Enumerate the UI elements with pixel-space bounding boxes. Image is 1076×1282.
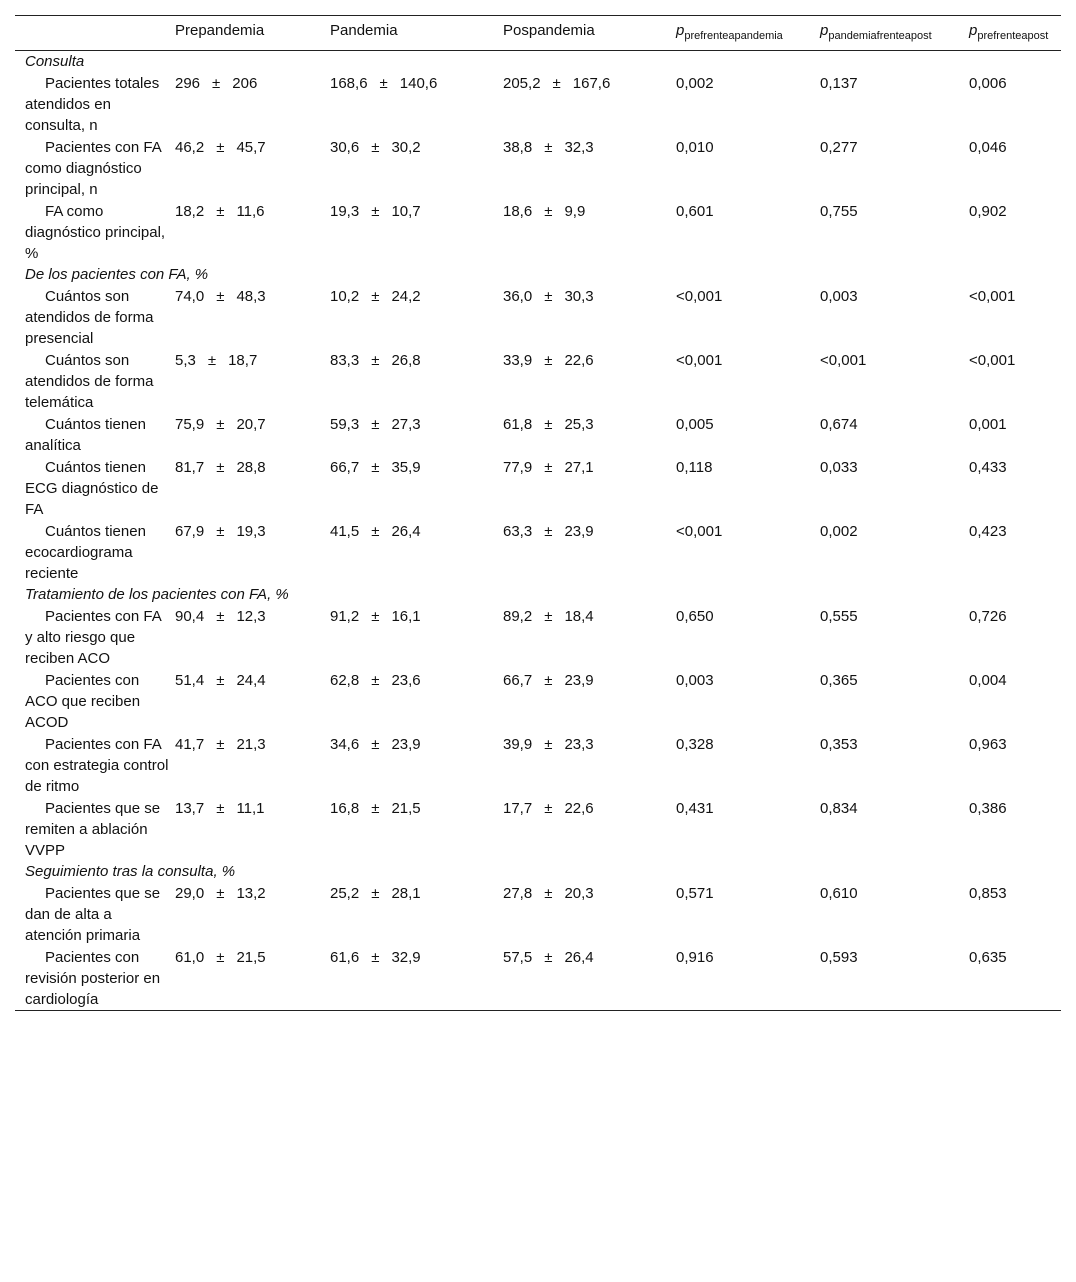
- sd-value: 35,9: [391, 459, 421, 476]
- mean-value: 90,4: [175, 608, 205, 625]
- p-subscript: pandemiafrenteapost: [828, 30, 932, 42]
- sd-value: 16,1: [391, 608, 421, 625]
- mean-value: 57,5: [503, 949, 533, 966]
- plus-minus-sign: ±: [544, 800, 553, 817]
- row-label: Pacientes que se remiten a ablación VVPP: [25, 800, 161, 859]
- cell-pandemia: [330, 285, 503, 349]
- cell-p-pre-vs-post: 0,726: [969, 608, 1007, 625]
- mean-value: 46,2: [175, 139, 205, 156]
- table-row: [15, 285, 1061, 349]
- cell-pandemia: [330, 882, 503, 946]
- plus-minus-sign: ±: [371, 459, 380, 476]
- mean-value: 38,8: [503, 139, 533, 156]
- table-row: [15, 456, 1061, 520]
- header-pospandemia: Pospandemia: [503, 22, 595, 39]
- cell-p-pre-vs-pandemia: 0,010: [676, 139, 714, 156]
- sd-value: 28,1: [391, 885, 421, 902]
- sd-value: 11,6: [236, 203, 265, 220]
- sd-value: 30,2: [391, 139, 421, 156]
- cell-pospandemia: [503, 456, 676, 520]
- sd-value: 23,9: [564, 523, 594, 540]
- mean-value: 205,2: [503, 75, 541, 92]
- plus-minus-sign: ±: [544, 352, 553, 369]
- plus-minus-sign: ±: [216, 949, 225, 966]
- plus-minus-sign: ±: [544, 949, 553, 966]
- cell-p-pre-vs-post: 0,006: [969, 75, 1007, 92]
- header-p-pre-vs-pandemia: [676, 16, 820, 51]
- plus-minus-sign: ±: [371, 608, 380, 625]
- mean-value: 25,2: [330, 885, 360, 902]
- cell-p-pre-vs-pandemia: 0,328: [676, 736, 714, 753]
- sd-value: 23,3: [564, 736, 594, 753]
- cell-prepandemia: [175, 882, 330, 946]
- plus-minus-sign: ±: [544, 459, 553, 476]
- plus-minus-sign: ±: [216, 736, 225, 753]
- mean-value: 168,6: [330, 75, 368, 92]
- sd-value: 20,7: [236, 416, 266, 433]
- sd-value: 12,3: [236, 608, 266, 625]
- cell-p-pre-vs-pandemia: 0,003: [676, 672, 714, 689]
- row-label: Pacientes con ACO que reciben ACOD: [25, 672, 141, 731]
- table-row: [15, 349, 1061, 413]
- cell-p-pre-vs-post: 0,046: [969, 139, 1007, 156]
- plus-minus-sign: ±: [216, 459, 225, 476]
- cell-pospandemia: [503, 946, 676, 1011]
- header-p-pandemia-vs-post: [820, 16, 969, 51]
- mean-value: 77,9: [503, 459, 533, 476]
- mean-value: 83,3: [330, 352, 360, 369]
- sd-value: 206: [232, 75, 258, 92]
- plus-minus-sign: ±: [544, 288, 553, 305]
- cell-p-pre-vs-pandemia: 0,650: [676, 608, 714, 625]
- sd-value: 28,8: [236, 459, 266, 476]
- mean-value: 18,2: [175, 203, 205, 220]
- cell-pandemia: [330, 946, 503, 1011]
- cell-prepandemia: [175, 72, 330, 136]
- mean-value: 19,3: [330, 203, 360, 220]
- cell-pandemia: [330, 669, 503, 733]
- cell-p-pre-vs-pandemia: 0,916: [676, 949, 714, 966]
- mean-value: 36,0: [503, 288, 533, 305]
- cell-p-pre-vs-pandemia: 0,118: [676, 459, 713, 476]
- sd-value: 18,7: [228, 352, 258, 369]
- plus-minus-sign: ±: [216, 608, 225, 625]
- plus-minus-sign: ±: [371, 885, 380, 902]
- sd-value: 13,2: [236, 885, 266, 902]
- cell-p-pre-vs-pandemia: <0,001: [676, 352, 723, 369]
- cell-pospandemia: [503, 669, 676, 733]
- sd-value: 32,3: [564, 139, 594, 156]
- sd-value: 10,7: [391, 203, 421, 220]
- cell-pandemia: [330, 520, 503, 584]
- mean-value: 16,8: [330, 800, 360, 817]
- cell-pospandemia: [503, 72, 676, 136]
- table-header: [15, 16, 1061, 51]
- cell-p-pre-vs-post: 0,001: [969, 416, 1007, 433]
- mean-value: 33,9: [503, 352, 533, 369]
- mean-value: 66,7: [503, 672, 533, 689]
- plus-minus-sign: ±: [379, 75, 388, 92]
- cell-pandemia: [330, 136, 503, 200]
- cell-p-pre-vs-pandemia: 0,571: [676, 885, 714, 902]
- cell-p-pandemia-vs-post: 0,277: [820, 139, 858, 156]
- cell-p-pandemia-vs-post: 0,137: [820, 75, 858, 92]
- cell-p-pre-vs-pandemia: 0,005: [676, 416, 714, 433]
- mean-value: 91,2: [330, 608, 360, 625]
- mean-value: 61,8: [503, 416, 533, 433]
- cell-p-pre-vs-post: 0,963: [969, 736, 1007, 753]
- header-label-column: [15, 16, 175, 51]
- section-title: Seguimiento tras la consulta, %: [25, 863, 236, 880]
- cell-pandemia: [330, 605, 503, 669]
- cell-prepandemia: [175, 520, 330, 584]
- cell-p-pre-vs-post: 0,004: [969, 672, 1007, 689]
- cell-p-pandemia-vs-post: <0,001: [820, 352, 867, 369]
- cell-p-pandemia-vs-post: 0,610: [820, 885, 858, 902]
- table-row: [15, 72, 1061, 136]
- mean-value: 62,8: [330, 672, 360, 689]
- mean-value: 89,2: [503, 608, 533, 625]
- plus-minus-sign: ±: [544, 885, 553, 902]
- mean-value: 17,7: [503, 800, 533, 817]
- cell-p-pre-vs-post: 0,386: [969, 800, 1007, 817]
- mean-value: 59,3: [330, 416, 360, 433]
- cell-p-pandemia-vs-post: 0,033: [820, 459, 858, 476]
- cell-prepandemia: [175, 349, 330, 413]
- p-symbol: p: [969, 22, 978, 39]
- cell-pospandemia: [503, 605, 676, 669]
- cell-p-pre-vs-post: 0,423: [969, 523, 1007, 540]
- table-row: [15, 520, 1061, 584]
- row-label: Pacientes con revisión posterior en cardiología: [25, 949, 161, 1008]
- cell-p-pandemia-vs-post: 0,755: [820, 203, 858, 220]
- plus-minus-sign: ±: [216, 523, 225, 540]
- cell-p-pre-vs-pandemia: <0,001: [676, 288, 723, 305]
- cell-prepandemia: [175, 200, 330, 264]
- cell-pospandemia: [503, 797, 676, 861]
- plus-minus-sign: ±: [544, 523, 553, 540]
- cell-prepandemia: [175, 946, 330, 1011]
- section-title: Consulta: [25, 53, 85, 70]
- plus-minus-sign: ±: [544, 672, 553, 689]
- cell-p-pre-vs-post: 0,433: [969, 459, 1007, 476]
- p-symbol: p: [676, 22, 685, 39]
- sd-value: 23,9: [391, 736, 421, 753]
- plus-minus-sign: ±: [371, 139, 380, 156]
- cell-pospandemia: [503, 733, 676, 797]
- mean-value: 74,0: [175, 288, 205, 305]
- results-table: [15, 15, 1061, 1011]
- mean-value: 10,2: [330, 288, 360, 305]
- cell-p-pre-vs-pandemia: 0,601: [676, 203, 714, 220]
- sd-value: 26,8: [391, 352, 421, 369]
- sd-value: 26,4: [564, 949, 594, 966]
- section-row: [15, 51, 1061, 73]
- sd-value: 20,3: [564, 885, 594, 902]
- cell-prepandemia: [175, 456, 330, 520]
- sd-value: 25,3: [564, 416, 594, 433]
- cell-pandemia: [330, 456, 503, 520]
- plus-minus-sign: ±: [371, 416, 380, 433]
- mean-value: 41,5: [330, 523, 360, 540]
- section-row: [15, 861, 1061, 882]
- table-row: [15, 669, 1061, 733]
- mean-value: 67,9: [175, 523, 205, 540]
- row-label: Pacientes que se dan de alta a atención primaria: [25, 885, 161, 944]
- mean-value: 61,0: [175, 949, 205, 966]
- p-symbol: p: [820, 22, 829, 39]
- cell-p-pre-vs-pandemia: 0,002: [676, 75, 714, 92]
- cell-prepandemia: [175, 797, 330, 861]
- cell-pandemia: [330, 413, 503, 456]
- p-subscript: prefrenteapost: [977, 30, 1049, 42]
- sd-value: 27,1: [564, 459, 594, 476]
- cell-pospandemia: [503, 520, 676, 584]
- mean-value: 18,6: [503, 203, 533, 220]
- plus-minus-sign: ±: [544, 416, 553, 433]
- mean-value: 51,4: [175, 672, 205, 689]
- section-title: De los pacientes con FA, %: [25, 266, 209, 283]
- plus-minus-sign: ±: [371, 352, 380, 369]
- plus-minus-sign: ±: [216, 203, 225, 220]
- sd-value: 11,1: [236, 800, 265, 817]
- cell-p-pre-vs-pandemia: <0,001: [676, 523, 723, 540]
- sd-value: 21,5: [391, 800, 421, 817]
- cell-p-pandemia-vs-post: 0,003: [820, 288, 858, 305]
- cell-prepandemia: [175, 413, 330, 456]
- header-prepandemia: Prepandemia: [175, 22, 265, 39]
- table-row: [15, 797, 1061, 861]
- sd-value: 24,4: [236, 672, 266, 689]
- table-row: [15, 605, 1061, 669]
- plus-minus-sign: ±: [371, 949, 380, 966]
- plus-minus-sign: ±: [371, 672, 380, 689]
- cell-prepandemia: [175, 605, 330, 669]
- mean-value: 29,0: [175, 885, 205, 902]
- sd-value: 27,3: [391, 416, 421, 433]
- plus-minus-sign: ±: [552, 75, 561, 92]
- plus-minus-sign: ±: [371, 736, 380, 753]
- row-label: Cuántos son atendidos de forma telemática: [25, 352, 154, 411]
- cell-p-pandemia-vs-post: 0,593: [820, 949, 858, 966]
- mean-value: 13,7: [175, 800, 205, 817]
- plus-minus-sign: ±: [207, 352, 217, 369]
- sd-value: 167,6: [572, 75, 611, 92]
- cell-p-pandemia-vs-post: 0,834: [820, 800, 858, 817]
- mean-value: 34,6: [330, 736, 360, 753]
- cell-p-pre-vs-post: 0,635: [969, 949, 1007, 966]
- plus-minus-sign: ±: [371, 523, 380, 540]
- row-label: FA como diagnóstico principal, %: [25, 203, 166, 262]
- cell-p-pandemia-vs-post: 0,353: [820, 736, 858, 753]
- sd-value: 26,4: [391, 523, 421, 540]
- sd-value: 19,3: [236, 523, 266, 540]
- cell-pospandemia: [503, 136, 676, 200]
- cell-pospandemia: [503, 200, 676, 264]
- cell-p-pre-vs-post: 0,853: [969, 885, 1007, 902]
- cell-p-pandemia-vs-post: 0,555: [820, 608, 858, 625]
- row-label: Cuántos tienen analítica: [25, 416, 146, 454]
- header-row: [15, 16, 1061, 51]
- sd-value: 21,3: [236, 736, 266, 753]
- sd-value: 22,6: [564, 800, 594, 817]
- mean-value: 39,9: [503, 736, 533, 753]
- cell-pandemia: [330, 733, 503, 797]
- cell-prepandemia: [175, 136, 330, 200]
- plus-minus-sign: ±: [544, 608, 553, 625]
- sd-value: 22,6: [564, 352, 594, 369]
- cell-pospandemia: [503, 285, 676, 349]
- cell-prepandemia: [175, 669, 330, 733]
- row-label: Pacientes con FA y alto riesgo que reciben ACO: [25, 608, 161, 667]
- cell-prepandemia: [175, 285, 330, 349]
- plus-minus-sign: ±: [212, 75, 221, 92]
- table-row: [15, 733, 1061, 797]
- cell-p-pre-vs-post: <0,001: [969, 288, 1016, 305]
- mean-value: 41,7: [175, 736, 205, 753]
- table-row: [15, 946, 1061, 1011]
- cell-pospandemia: [503, 349, 676, 413]
- mean-value: 30,6: [330, 139, 360, 156]
- row-label: Pacientes con FA con estrategia control de ritmo: [25, 736, 169, 795]
- mean-value: 27,8: [503, 885, 533, 902]
- table-row: [15, 200, 1061, 264]
- sd-value: 23,9: [564, 672, 594, 689]
- plus-minus-sign: ±: [544, 203, 553, 220]
- section-title: Tratamiento de los pacientes con FA, %: [25, 586, 289, 603]
- mean-value: 5,3: [175, 352, 196, 369]
- mean-value: 296: [175, 75, 201, 92]
- sd-value: 32,9: [391, 949, 421, 966]
- cell-p-pre-vs-pandemia: 0,431: [676, 800, 714, 817]
- sd-value: 21,5: [236, 949, 266, 966]
- table-body: [15, 51, 1061, 1011]
- sd-value: 45,7: [236, 139, 266, 156]
- row-label: Cuántos tienen ECG diagnóstico de FA: [25, 459, 159, 518]
- cell-pospandemia: [503, 413, 676, 456]
- row-label: Pacientes con FA como diagnóstico principal, n: [25, 139, 161, 198]
- row-label: Cuántos tienen ecocardiograma reciente: [25, 523, 146, 582]
- cell-p-pre-vs-post: <0,001: [969, 352, 1016, 369]
- mean-value: 75,9: [175, 416, 205, 433]
- header-p-pre-vs-post: [969, 16, 1061, 51]
- sd-value: 9,9: [564, 203, 586, 220]
- sd-value: 30,3: [564, 288, 594, 305]
- table-row: [15, 882, 1061, 946]
- plus-minus-sign: ±: [371, 203, 380, 220]
- plus-minus-sign: ±: [216, 139, 225, 156]
- cell-pandemia: [330, 72, 503, 136]
- plus-minus-sign: ±: [216, 800, 225, 817]
- cell-p-pandemia-vs-post: 0,002: [820, 523, 858, 540]
- cell-pospandemia: [503, 882, 676, 946]
- section-row: [15, 264, 1061, 285]
- mean-value: 66,7: [330, 459, 360, 476]
- mean-value: 61,6: [330, 949, 360, 966]
- results-table-container: [15, 15, 1061, 1011]
- table-row: [15, 136, 1061, 200]
- header-pandemia: Pandemia: [330, 22, 398, 39]
- plus-minus-sign: ±: [216, 288, 225, 305]
- cell-p-pre-vs-post: 0,902: [969, 203, 1007, 220]
- sd-value: 23,6: [391, 672, 421, 689]
- sd-value: 18,4: [564, 608, 594, 625]
- section-row: [15, 584, 1061, 605]
- cell-pandemia: [330, 797, 503, 861]
- mean-value: 81,7: [175, 459, 205, 476]
- sd-value: 48,3: [236, 288, 266, 305]
- cell-pandemia: [330, 200, 503, 264]
- plus-minus-sign: ±: [216, 416, 225, 433]
- table-row: [15, 413, 1061, 456]
- cell-prepandemia: [175, 733, 330, 797]
- plus-minus-sign: ±: [544, 736, 553, 753]
- plus-minus-sign: ±: [216, 885, 225, 902]
- p-subscript: prefrenteapandemia: [684, 30, 783, 42]
- sd-value: 24,2: [391, 288, 421, 305]
- plus-minus-sign: ±: [544, 139, 553, 156]
- plus-minus-sign: ±: [371, 288, 380, 305]
- row-label: Cuántos son atendidos de forma presencial: [25, 288, 154, 347]
- cell-p-pandemia-vs-post: 0,365: [820, 672, 858, 689]
- plus-minus-sign: ±: [371, 800, 380, 817]
- cell-p-pandemia-vs-post: 0,674: [820, 416, 858, 433]
- mean-value: 63,3: [503, 523, 533, 540]
- row-label: Pacientes totales atendidos en consulta, n: [25, 75, 160, 134]
- plus-minus-sign: ±: [216, 672, 225, 689]
- sd-value: 140,6: [399, 75, 438, 92]
- cell-pandemia: [330, 349, 503, 413]
